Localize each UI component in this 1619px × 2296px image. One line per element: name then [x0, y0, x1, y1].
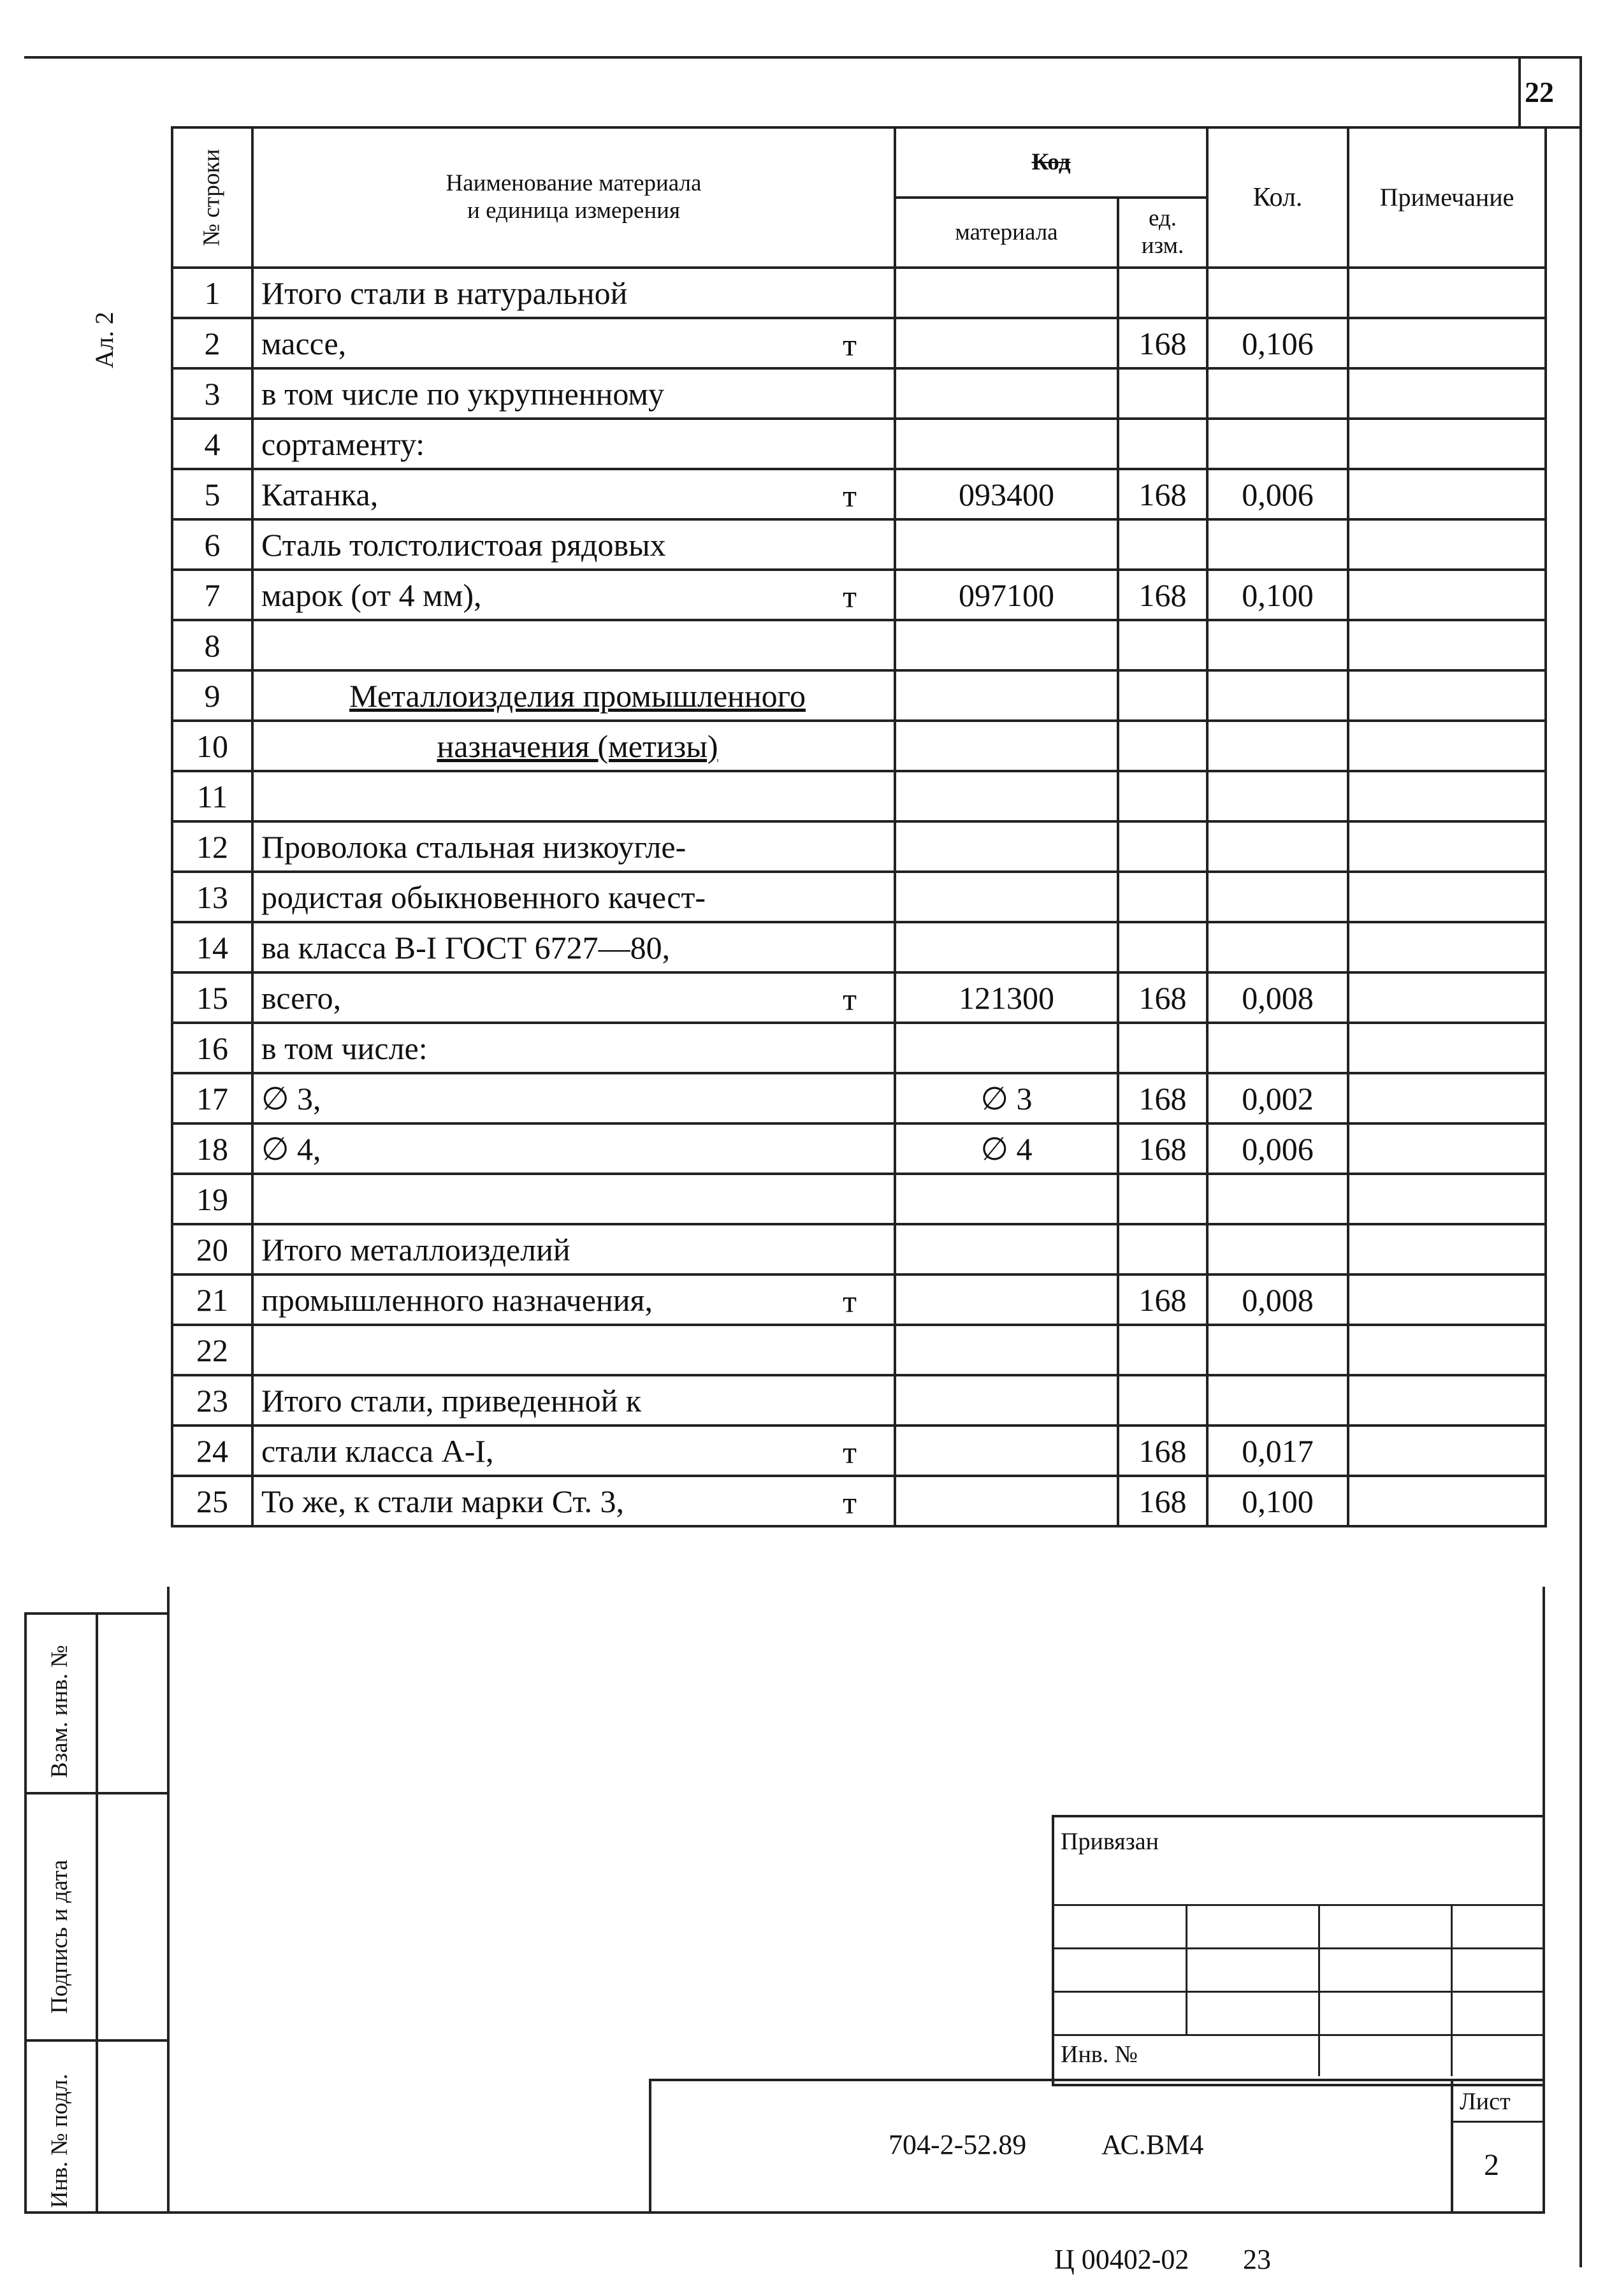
row-quantity [1207, 771, 1348, 821]
row-material-code [895, 872, 1118, 922]
side-stamp-sep2 [24, 2039, 170, 2042]
row-quantity: 0,006 [1207, 1123, 1348, 1174]
table-row [172, 620, 1546, 670]
row-number: 17 [172, 1073, 252, 1123]
table-row [172, 1073, 1546, 1123]
materials-table [171, 126, 1547, 1527]
page-number: 22 [1525, 76, 1554, 108]
row-quantity [1207, 368, 1348, 419]
header-row-no: № строки [172, 127, 252, 268]
binding-col-3 [1451, 1904, 1453, 2076]
row-material-code [895, 318, 1118, 368]
side-stamp-sep1 [24, 1792, 170, 1794]
row-name [252, 972, 895, 1023]
row-name [252, 1375, 895, 1426]
row-unit: т [843, 981, 857, 1017]
row-unit-code: 168 [1118, 1476, 1207, 1526]
row-note [1348, 670, 1546, 721]
row-unit-code [1118, 620, 1207, 670]
table-row [172, 670, 1546, 721]
row-quantity [1207, 620, 1348, 670]
row-material-code: ∅ 4 [895, 1123, 1118, 1174]
row-quantity: 0,006 [1207, 469, 1348, 519]
row-quantity [1207, 1174, 1348, 1224]
row-name-text: Итого стали, приведенной к [261, 1382, 642, 1419]
table-row [172, 1325, 1546, 1375]
sheet-number: 2 [1484, 2148, 1499, 2182]
row-name [252, 1426, 895, 1476]
row-note [1348, 1224, 1546, 1274]
row-name-text: Проволока стальная низкоугле- [261, 828, 686, 865]
row-note [1348, 972, 1546, 1023]
row-quantity [1207, 268, 1348, 318]
row-number: 7 [172, 570, 252, 620]
row-name [252, 469, 895, 519]
row-quantity: 0,008 [1207, 972, 1348, 1023]
row-name [252, 821, 895, 872]
table-row [172, 318, 1546, 368]
table-row [172, 821, 1546, 872]
side-stamp-divider [96, 1612, 98, 2214]
row-quantity [1207, 821, 1348, 872]
footer-code: Ц 00402-02 [1054, 2244, 1189, 2275]
row-unit-code: 168 [1118, 318, 1207, 368]
table-row [172, 1224, 1546, 1274]
frame-right-line [1579, 56, 1582, 2267]
row-quantity [1207, 872, 1348, 922]
row-number: 18 [172, 1123, 252, 1174]
row-quantity: 0,100 [1207, 570, 1348, 620]
row-note [1348, 821, 1546, 872]
row-name [252, 721, 895, 771]
row-unit-code [1118, 519, 1207, 570]
row-number: 23 [172, 1375, 252, 1426]
table-row [172, 872, 1546, 922]
row-material-code [895, 519, 1118, 570]
row-name [252, 268, 895, 318]
row-name-text: Итого металлоизделий [261, 1231, 570, 1267]
row-note [1348, 771, 1546, 821]
row-number: 25 [172, 1476, 252, 1526]
row-number: 1 [172, 268, 252, 318]
side-stamp-inv-orig: Инв. № подл. [47, 2074, 73, 2208]
row-name-text: назначения (метизы) [437, 728, 718, 764]
binding-row-3 [1052, 1991, 1545, 1993]
row-name [252, 872, 895, 922]
row-note [1348, 419, 1546, 469]
row-note [1348, 268, 1546, 318]
row-note [1348, 368, 1546, 419]
row-name-text: всего, [261, 979, 342, 1016]
footer-page: 23 [1243, 2244, 1271, 2275]
row-name [252, 1023, 895, 1073]
row-unit-code [1118, 721, 1207, 771]
row-quantity [1207, 1375, 1348, 1426]
row-name-text: Итого стали в натуральной [261, 275, 628, 311]
row-name [252, 1073, 895, 1123]
table-row [172, 268, 1546, 318]
row-number: 19 [172, 1174, 252, 1224]
row-name-text: марок (от 4 мм), [261, 577, 482, 613]
row-note [1348, 1325, 1546, 1375]
row-unit: т [843, 327, 857, 363]
row-unit: т [843, 478, 857, 514]
row-name-text: ва класса В-I ГОСТ 6727—80, [261, 929, 671, 965]
table-row [172, 1123, 1546, 1174]
row-name-text: в том числе по укрупненному [261, 375, 665, 412]
row-name-text: промышленного назначения, [261, 1282, 653, 1318]
row-unit-code [1118, 268, 1207, 318]
row-note [1348, 1476, 1546, 1526]
row-unit-code: 168 [1118, 1274, 1207, 1325]
row-quantity [1207, 922, 1348, 972]
row-material-code [895, 1224, 1118, 1274]
top-border-line [24, 56, 1579, 59]
row-unit-code: 168 [1118, 570, 1207, 620]
row-note [1348, 519, 1546, 570]
row-unit-code [1118, 771, 1207, 821]
row-number: 2 [172, 318, 252, 368]
row-number: 16 [172, 1023, 252, 1073]
row-material-code [895, 1325, 1118, 1375]
row-number: 13 [172, 872, 252, 922]
row-material-code [895, 821, 1118, 872]
header-code-material: материала [895, 198, 1118, 268]
row-name-text: сортаменту: [261, 426, 425, 462]
header-code-unit: ед. изм. [1118, 198, 1207, 268]
table-row [172, 1274, 1546, 1325]
row-unit-code [1118, 922, 1207, 972]
side-stamp-replace: Взам. инв. № [47, 1645, 73, 1778]
row-unit-code [1118, 872, 1207, 922]
binding-row-1 [1052, 1904, 1545, 1906]
row-name [252, 670, 895, 721]
row-unit-code [1118, 368, 1207, 419]
row-note [1348, 721, 1546, 771]
sheet-label-line [1451, 2121, 1545, 2123]
row-name [252, 1274, 895, 1325]
row-material-code [895, 1476, 1118, 1526]
row-quantity [1207, 519, 1348, 570]
row-unit: т [843, 1485, 857, 1520]
row-number: 5 [172, 469, 252, 519]
header-code: Код [895, 127, 1207, 198]
header-name: Наименование материала и единица измерения [252, 127, 895, 268]
row-material-code [895, 620, 1118, 670]
doc-code-block [649, 2079, 1545, 2214]
row-unit-code [1118, 1023, 1207, 1073]
row-quantity [1207, 670, 1348, 721]
row-name [252, 419, 895, 469]
page-number-box-left [1518, 56, 1521, 127]
row-material-code [895, 771, 1118, 821]
row-unit: т [843, 579, 857, 614]
row-unit-code: 168 [1118, 1073, 1207, 1123]
row-quantity: 0,008 [1207, 1274, 1348, 1325]
row-note [1348, 1426, 1546, 1476]
row-unit-code: 168 [1118, 1426, 1207, 1476]
row-name [252, 1476, 895, 1526]
side-label: Ал. 2 [90, 312, 119, 368]
binding-row-4 [1052, 2034, 1545, 2036]
row-name-text: ∅ 4, [261, 1130, 321, 1167]
row-material-code [895, 1426, 1118, 1476]
row-material-code [895, 419, 1118, 469]
row-number: 3 [172, 368, 252, 419]
row-quantity [1207, 1325, 1348, 1375]
row-name [252, 771, 895, 821]
binding-label: Привязан [1061, 1828, 1159, 1855]
table-row [172, 1426, 1546, 1476]
row-material-code [895, 1375, 1118, 1426]
row-unit-code [1118, 419, 1207, 469]
row-unit-code [1118, 821, 1207, 872]
row-material-code [895, 1274, 1118, 1325]
row-name [252, 570, 895, 620]
row-note [1348, 922, 1546, 972]
row-note [1348, 872, 1546, 922]
table-row [172, 519, 1546, 570]
table-row [172, 1023, 1546, 1073]
row-name [252, 318, 895, 368]
table-row [172, 1375, 1546, 1426]
row-name [252, 519, 895, 570]
table-row [172, 1476, 1546, 1526]
row-number: 24 [172, 1426, 252, 1476]
row-quantity [1207, 1224, 1348, 1274]
row-note [1348, 318, 1546, 368]
row-number: 8 [172, 620, 252, 670]
row-note [1348, 1073, 1546, 1123]
row-note [1348, 1274, 1546, 1325]
row-unit-code: 168 [1118, 972, 1207, 1023]
row-quantity [1207, 419, 1348, 469]
row-name [252, 922, 895, 972]
row-unit-code: 168 [1118, 469, 1207, 519]
row-name [252, 1224, 895, 1274]
sheet-divider [1451, 2079, 1453, 2214]
row-name-text: родистая обыкновенного качест- [261, 879, 706, 915]
row-unit-code [1118, 1375, 1207, 1426]
table-row [172, 771, 1546, 821]
row-quantity: 0,017 [1207, 1426, 1348, 1476]
row-material-code [895, 268, 1118, 318]
binding-col-2 [1318, 1904, 1320, 2076]
row-unit: т [843, 1283, 857, 1319]
row-number: 11 [172, 771, 252, 821]
table-row [172, 1174, 1546, 1224]
row-name [252, 1325, 895, 1375]
row-material-code: 093400 [895, 469, 1118, 519]
row-unit-code: 168 [1118, 1123, 1207, 1174]
row-material-code: 097100 [895, 570, 1118, 620]
binding-row-2 [1052, 1947, 1545, 1949]
row-unit-code [1118, 1325, 1207, 1375]
table-row [172, 922, 1546, 972]
doc-mark: АС.ВМ4 [1101, 2129, 1204, 2160]
row-unit-code [1118, 1224, 1207, 1274]
binding-col-1 [1186, 1904, 1187, 2034]
row-name-text: в том числе: [261, 1030, 428, 1066]
table-row [172, 469, 1546, 519]
row-number: 20 [172, 1224, 252, 1274]
table-row [172, 419, 1546, 469]
row-quantity: 0,106 [1207, 318, 1348, 368]
row-unit-code [1118, 670, 1207, 721]
row-quantity [1207, 1023, 1348, 1073]
row-name-text: ∅ 3, [261, 1080, 321, 1116]
doc-code: 704-2-52.89 [889, 2129, 1027, 2160]
row-name [252, 620, 895, 670]
row-material-code [895, 1023, 1118, 1073]
row-number: 10 [172, 721, 252, 771]
row-material-code [895, 721, 1118, 771]
table-row [172, 972, 1546, 1023]
row-note [1348, 1174, 1546, 1224]
row-material-code [895, 368, 1118, 419]
table-row [172, 721, 1546, 771]
row-number: 12 [172, 821, 252, 872]
row-note [1348, 1023, 1546, 1073]
row-name-text: массе, [261, 325, 347, 361]
row-number: 14 [172, 922, 252, 972]
row-note [1348, 620, 1546, 670]
row-number: 21 [172, 1274, 252, 1325]
header-note: Примечание [1348, 127, 1546, 268]
inv-no-label: Инв. № [1061, 2041, 1138, 2068]
row-quantity: 0,002 [1207, 1073, 1348, 1123]
row-unit: т [843, 1434, 857, 1470]
side-stamp-sign-date: Подпись и дата [47, 1859, 73, 2014]
row-note [1348, 469, 1546, 519]
row-name-text: Металлоизделия промышленного [349, 677, 806, 714]
row-name-text: Сталь толстолистоая рядовых [261, 526, 666, 563]
row-number: 15 [172, 972, 252, 1023]
row-name [252, 1174, 895, 1224]
row-note [1348, 1123, 1546, 1174]
row-material-code: ∅ 3 [895, 1073, 1118, 1123]
row-name-text: стали класса А-I, [261, 1433, 494, 1469]
row-unit-code [1118, 1174, 1207, 1224]
sheet-label: Лист [1460, 2088, 1511, 2115]
row-material-code [895, 670, 1118, 721]
row-name [252, 1123, 895, 1174]
row-material-code: 121300 [895, 972, 1118, 1023]
row-material-code [895, 1174, 1118, 1224]
row-note [1348, 570, 1546, 620]
row-note [1348, 1375, 1546, 1426]
row-name-text: То же, к стали марки Ст. 3, [261, 1483, 624, 1519]
row-number: 4 [172, 419, 252, 469]
row-material-code [895, 922, 1118, 972]
table-row [172, 570, 1546, 620]
row-number: 6 [172, 519, 252, 570]
row-name-text: Катанка, [261, 476, 379, 512]
row-number: 9 [172, 670, 252, 721]
row-name [252, 368, 895, 419]
header-qty: Кол. [1207, 127, 1348, 268]
table-row [172, 368, 1546, 419]
row-quantity [1207, 721, 1348, 771]
row-quantity: 0,100 [1207, 1476, 1348, 1526]
row-number: 22 [172, 1325, 252, 1375]
